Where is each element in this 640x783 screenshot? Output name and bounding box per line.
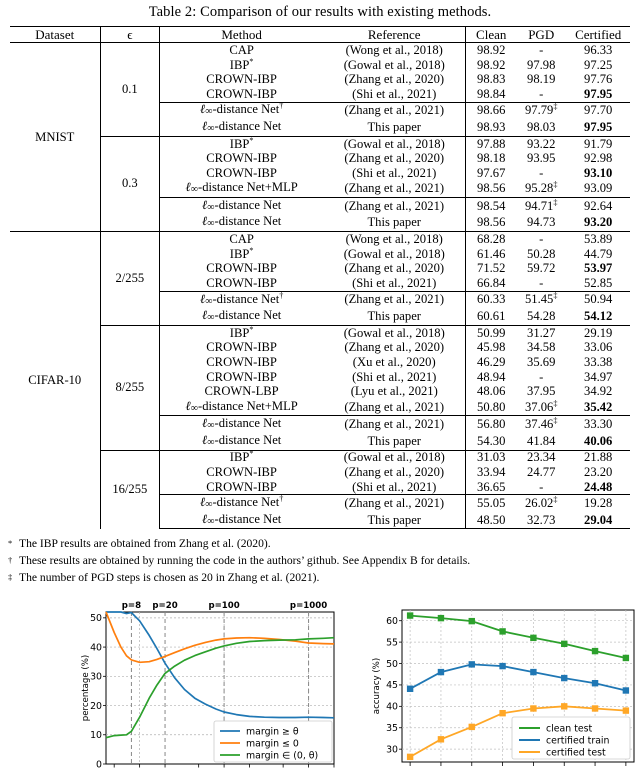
- dataset-cell: CIFAR-10: [10, 232, 100, 529]
- table-caption: Table 2: Comparison of our results with existing methods.: [148, 4, 492, 20]
- legend-label: margin ≥ θ: [246, 726, 299, 738]
- y-tick-label: 45: [386, 680, 398, 692]
- pgd-cell: 98.03: [527, 119, 556, 134]
- accuracy-chart: [368, 596, 640, 783]
- table-header-row: [10, 27, 630, 43]
- legend-label: clean test: [546, 723, 593, 735]
- data-point-marker: [592, 648, 598, 654]
- clean-cell: 48.50: [466, 512, 516, 529]
- pgd-cell: 94.71‡: [516, 198, 566, 215]
- certified-cell: 53.97: [584, 261, 613, 276]
- reference-cell: (Shi et al., 2021): [352, 275, 437, 290]
- clean-cell: 98.54: [466, 198, 516, 215]
- annotation-label: p=100: [208, 601, 240, 611]
- table-row: [10, 43, 630, 58]
- annotation-label: p=20: [152, 601, 178, 611]
- reference-cell: (Gowal et al., 2018): [323, 136, 466, 151]
- clean-cell: 45.98: [466, 340, 516, 355]
- certified-cell: 50.94: [566, 291, 630, 308]
- method-cell: ℓ∞-distance Net: [160, 416, 323, 433]
- data-point-marker: [530, 669, 536, 675]
- pgd-cell: 51.45‡: [516, 291, 566, 308]
- data-point-marker: [561, 641, 567, 647]
- pgd-cell: 50.28: [527, 246, 556, 261]
- y-tick-label: 60: [386, 616, 398, 628]
- annotation-label: p=8: [121, 601, 142, 611]
- clean-cell: 68.28: [466, 232, 516, 247]
- method-cell: CAP: [160, 43, 323, 58]
- data-point-marker: [499, 710, 505, 716]
- certified-cell: 54.12: [584, 309, 613, 324]
- method-cell: ℓ∞-distance Net†: [160, 102, 323, 119]
- data-point-marker: [623, 707, 629, 713]
- reference-cell: This paper: [367, 309, 421, 324]
- pgd-cell: 93.95: [527, 151, 556, 166]
- reference-cell: (Zhang et al., 2021): [323, 198, 466, 215]
- clean-cell: 98.93: [466, 119, 516, 136]
- certified-cell: 92.64: [566, 198, 630, 215]
- y-tick-label: 0: [96, 759, 102, 771]
- pgd-cell: 37.95: [527, 384, 556, 399]
- table-row: [10, 450, 630, 465]
- pgd-cell: 34.58: [527, 340, 556, 355]
- epsilon-cell: 0.3: [100, 136, 160, 232]
- data-point-marker: [438, 736, 444, 742]
- clean-cell: 60.61: [466, 308, 516, 325]
- reference-cell: (Zhang et al., 2020): [344, 340, 445, 355]
- legend-label: margin ≤ 0: [246, 738, 299, 750]
- legend-label: certified test: [546, 747, 606, 759]
- certified-cell: 33.06: [584, 340, 613, 355]
- clean-cell: 56.80: [466, 416, 516, 433]
- data-point-marker: [407, 686, 413, 692]
- pgd-cell: 94.73: [527, 215, 556, 230]
- reference-cell: (Shi et al., 2021): [352, 479, 437, 494]
- method-cell: ℓ∞-distance Net†: [160, 495, 323, 512]
- reference-cell: (Shi et al., 2021): [352, 369, 437, 384]
- pgd-cell: -: [539, 165, 544, 180]
- data-point-marker: [623, 655, 629, 661]
- certified-cell: 93.09: [584, 181, 613, 196]
- epsilon-cell: 16/255: [100, 450, 160, 529]
- data-point-marker: [438, 669, 444, 675]
- reference-cell: (Zhang et al., 2021): [323, 291, 466, 308]
- reference-cell: (Gowal et al., 2018): [323, 325, 466, 340]
- reference-cell: (Shi et al., 2021): [352, 165, 437, 180]
- y-axis-label: percentage (%): [81, 654, 91, 722]
- method-cell: ℓ∞-distance Net: [160, 119, 323, 136]
- certified-cell: 93.20: [584, 215, 613, 230]
- footnote-marker: *: [8, 538, 13, 549]
- y-tick-label: 50: [386, 658, 398, 670]
- y-tick-label: 30: [90, 671, 102, 683]
- method-cell: ℓ∞-distance Net: [160, 215, 323, 232]
- clean-cell: 98.56: [466, 181, 516, 198]
- col-header-method: Method: [160, 27, 323, 43]
- method-cell: IBP*: [160, 136, 323, 151]
- clean-cell: 54.30: [466, 433, 516, 450]
- pgd-cell: 32.73: [516, 512, 566, 529]
- certified-cell: 19.28: [566, 495, 630, 512]
- pgd-cell: -: [516, 232, 566, 247]
- clean-cell: 98.83: [466, 72, 516, 87]
- method-cell: ℓ∞-distance Net: [160, 198, 323, 215]
- reference-cell: (Wong et al., 2018): [323, 43, 466, 58]
- pgd-cell: 35.69: [527, 354, 556, 369]
- clean-cell: 61.46: [466, 247, 516, 262]
- pgd-cell: 37.46‡: [516, 416, 566, 433]
- reference-cell: (Zhang et al., 2020): [344, 151, 445, 166]
- method-cell: CROWN-IBP: [160, 370, 323, 385]
- col-header-dataset: Dataset: [10, 27, 100, 43]
- clean-cell: 98.92: [466, 58, 516, 73]
- pgd-cell: -: [539, 86, 544, 101]
- footnote: [8, 536, 640, 553]
- y-tick-label: 50: [90, 613, 102, 625]
- results-table-container: [0, 26, 640, 529]
- reference-cell: (Zhang et al., 2021): [323, 102, 466, 119]
- col-header-certified: Certified: [566, 27, 630, 43]
- certified-cell: 97.25: [584, 57, 613, 72]
- method-cell: CROWN-IBP: [160, 465, 323, 480]
- method-cell: IBP*: [160, 247, 323, 262]
- reference-cell: (Zhang et al., 2020): [344, 72, 445, 87]
- dataset-cell: MNIST: [10, 43, 100, 232]
- pgd-cell: -: [516, 43, 566, 58]
- y-tick-label: 55: [386, 637, 398, 649]
- y-tick-label: 40: [386, 701, 398, 713]
- figure-margin-distribution: [78, 596, 340, 783]
- method-cell: IBP*: [160, 325, 323, 340]
- reference-cell: (Gowal et al., 2018): [343, 246, 445, 261]
- reference-cell: (Zhang et al., 2021): [323, 416, 466, 433]
- reference-cell: (Gowal et al., 2018): [323, 450, 466, 465]
- certified-cell: 52.85: [584, 275, 613, 290]
- table-row: [10, 325, 630, 340]
- clean-cell: 55.05: [466, 495, 516, 512]
- certified-cell: 29.19: [566, 325, 630, 340]
- data-point-marker: [469, 724, 475, 730]
- pgd-cell: 98.19: [527, 72, 556, 87]
- method-cell: ℓ∞-distance Net: [160, 433, 323, 450]
- method-cell: CROWN-IBP: [160, 87, 323, 102]
- footnote-marker: †: [8, 555, 13, 566]
- data-point-marker: [623, 687, 629, 693]
- pgd-cell: 24.77: [527, 465, 556, 480]
- pgd-cell: 41.84: [527, 433, 556, 448]
- certified-cell: 91.79: [566, 136, 630, 151]
- clean-cell: 50.80: [466, 399, 516, 416]
- col-header-clean: Clean: [466, 27, 516, 43]
- method-cell: CROWN-IBP: [160, 276, 323, 291]
- footnote-text: The IBP results are obtained from Zhang et al. (2020).: [19, 537, 271, 551]
- clean-cell: 66.84: [466, 276, 516, 291]
- epsilon-cell: 8/255: [100, 325, 160, 450]
- col-header-reference: Reference: [323, 27, 466, 43]
- method-cell: CROWN-IBP: [160, 480, 323, 495]
- y-tick-label: 10: [90, 730, 102, 742]
- clean-cell: 48.06: [466, 384, 516, 399]
- data-point-marker: [592, 680, 598, 686]
- figures-row: [0, 596, 640, 783]
- figure-accuracy: [368, 596, 640, 783]
- data-point-marker: [469, 618, 475, 624]
- data-point-marker: [499, 628, 505, 634]
- data-point-marker: [530, 705, 536, 711]
- certified-cell: 97.95: [584, 119, 613, 134]
- method-cell: CROWN-IBP: [160, 166, 323, 181]
- certified-cell: 97.76: [584, 72, 613, 87]
- clean-cell: 98.66: [466, 102, 516, 119]
- reference-cell: (Shi et al., 2021): [352, 86, 437, 101]
- legend-label: margin ∈ (0, θ): [246, 750, 319, 762]
- pgd-cell: 97.79‡: [516, 102, 566, 119]
- pgd-cell: 37.06‡: [524, 398, 558, 414]
- certified-cell: 97.70: [566, 102, 630, 119]
- footnote-text: These results are obtained by running the code in the authors’ github. See Appendix B for details.: [19, 554, 471, 568]
- reference-cell: (Wong et al., 2018): [323, 232, 466, 247]
- data-point-marker: [592, 705, 598, 711]
- method-cell: CROWN-IBP: [160, 151, 323, 166]
- method-cell: CAP: [160, 232, 323, 247]
- pgd-cell: 23.34: [516, 450, 566, 465]
- certified-cell: 93.10: [584, 165, 613, 180]
- certified-cell: 34.97: [584, 369, 613, 384]
- epsilon-cell: 0.1: [100, 43, 160, 137]
- data-point-marker: [438, 615, 444, 621]
- method-cell: ℓ∞-distance Net†: [160, 291, 323, 308]
- pgd-cell: -: [539, 275, 544, 290]
- reference-cell: This paper: [367, 119, 421, 134]
- pgd-cell: 54.28: [527, 309, 556, 324]
- reference-cell: This paper: [367, 433, 421, 448]
- clean-cell: 97.67: [466, 166, 516, 181]
- footnote: [8, 553, 640, 570]
- certified-cell: 92.98: [584, 151, 613, 166]
- pgd-cell: 95.28‡: [524, 180, 558, 196]
- data-point-marker: [407, 754, 413, 760]
- y-tick-label: 35: [386, 723, 398, 735]
- clean-cell: 46.29: [466, 355, 516, 370]
- footnote-text: The number of PGD steps is chosen as 20 in Zhang et al. (2021).: [19, 571, 320, 585]
- reference-cell: This paper: [323, 512, 466, 529]
- pgd-cell: 59.72: [527, 261, 556, 276]
- legend-label: certified train: [546, 735, 610, 747]
- results-table: [10, 26, 630, 529]
- data-point-marker: [469, 661, 475, 667]
- epsilon-cell: 2/255: [100, 232, 160, 326]
- clean-cell: 97.88: [466, 136, 516, 151]
- method-cell: CROWN-LBP: [160, 384, 323, 399]
- pgd-cell: -: [539, 369, 544, 384]
- clean-cell: 98.92: [466, 43, 516, 58]
- col-header--: ϵ: [100, 27, 160, 43]
- data-point-marker: [499, 663, 505, 669]
- reference-cell: (Zhang et al., 2021): [344, 399, 445, 414]
- clean-cell: 31.03: [466, 450, 516, 465]
- footnote-marker: ‡: [8, 572, 13, 583]
- method-cell: ℓ∞-distance Net: [160, 512, 323, 529]
- pgd-cell: 31.27: [516, 325, 566, 340]
- data-point-marker: [530, 635, 536, 641]
- certified-cell: 40.06: [584, 433, 613, 448]
- reference-cell: (Xu et al., 2020): [352, 354, 436, 369]
- reference-cell: (Zhang et al., 2020): [344, 261, 445, 276]
- certified-cell: 21.88: [566, 450, 630, 465]
- method-cell: CROWN-IBP: [160, 340, 323, 355]
- clean-cell: 33.94: [466, 465, 516, 480]
- table-row: [10, 232, 630, 247]
- pgd-cell: -: [539, 479, 544, 494]
- margin-distribution-chart: [78, 596, 340, 783]
- certified-cell: 23.20: [584, 465, 613, 480]
- pgd-cell: 97.98: [527, 57, 556, 72]
- clean-cell: 98.84: [466, 87, 516, 102]
- table-row: [10, 136, 630, 151]
- clean-cell: 36.65: [466, 480, 516, 495]
- certified-cell: 35.42: [584, 399, 613, 414]
- results-table-body: [10, 27, 630, 529]
- y-axis-label: accuracy (%): [372, 657, 382, 715]
- method-cell: IBP*: [160, 58, 323, 73]
- certified-cell: 53.89: [566, 232, 630, 247]
- y-tick-label: 40: [90, 642, 102, 654]
- reference-cell: (Gowal et al., 2018): [343, 57, 445, 72]
- col-header-pgd: PGD: [516, 27, 566, 43]
- reference-cell: (Lyu et al., 2021): [350, 384, 438, 399]
- pgd-cell: 26.02‡: [516, 495, 566, 512]
- clean-cell: 60.33: [466, 291, 516, 308]
- data-point-marker: [561, 703, 567, 709]
- certified-cell: 33.30: [566, 416, 630, 433]
- certified-cell: 34.92: [584, 384, 613, 399]
- method-cell: ℓ∞-distance Net: [160, 308, 323, 325]
- certified-cell: 33.38: [584, 354, 613, 369]
- method-cell: CROWN-IBP: [160, 355, 323, 370]
- reference-cell: This paper: [367, 215, 421, 230]
- method-cell: ℓ∞-distance Net+MLP: [160, 399, 323, 416]
- footnotes: [8, 536, 640, 586]
- method-cell: CROWN-IBP: [160, 261, 323, 276]
- certified-cell: 97.95: [584, 86, 613, 101]
- pgd-cell: 93.22: [516, 136, 566, 151]
- certified-cell: 44.79: [584, 246, 613, 261]
- certified-cell: 24.48: [584, 479, 613, 494]
- method-cell: ℓ∞-distance Net+MLP: [160, 181, 323, 198]
- data-point-marker: [407, 612, 413, 618]
- clean-cell: 98.18: [466, 151, 516, 166]
- clean-cell: 50.99: [466, 325, 516, 340]
- y-tick-label: 30: [386, 744, 398, 756]
- clean-cell: 48.94: [466, 370, 516, 385]
- clean-cell: 71.52: [466, 261, 516, 276]
- footnote: [8, 570, 640, 587]
- method-cell: IBP*: [160, 450, 323, 465]
- reference-cell: (Zhang et al., 2021): [344, 181, 445, 196]
- method-cell: CROWN-IBP: [160, 72, 323, 87]
- annotation-label: p=1000: [289, 601, 328, 611]
- reference-cell: (Zhang et al., 2020): [344, 465, 445, 480]
- certified-cell: 29.04: [566, 512, 630, 529]
- reference-cell: (Zhang et al., 2021): [323, 495, 466, 512]
- y-tick-label: 20: [90, 700, 102, 712]
- data-point-marker: [561, 675, 567, 681]
- certified-cell: 96.33: [566, 43, 630, 58]
- clean-cell: 98.56: [466, 215, 516, 232]
